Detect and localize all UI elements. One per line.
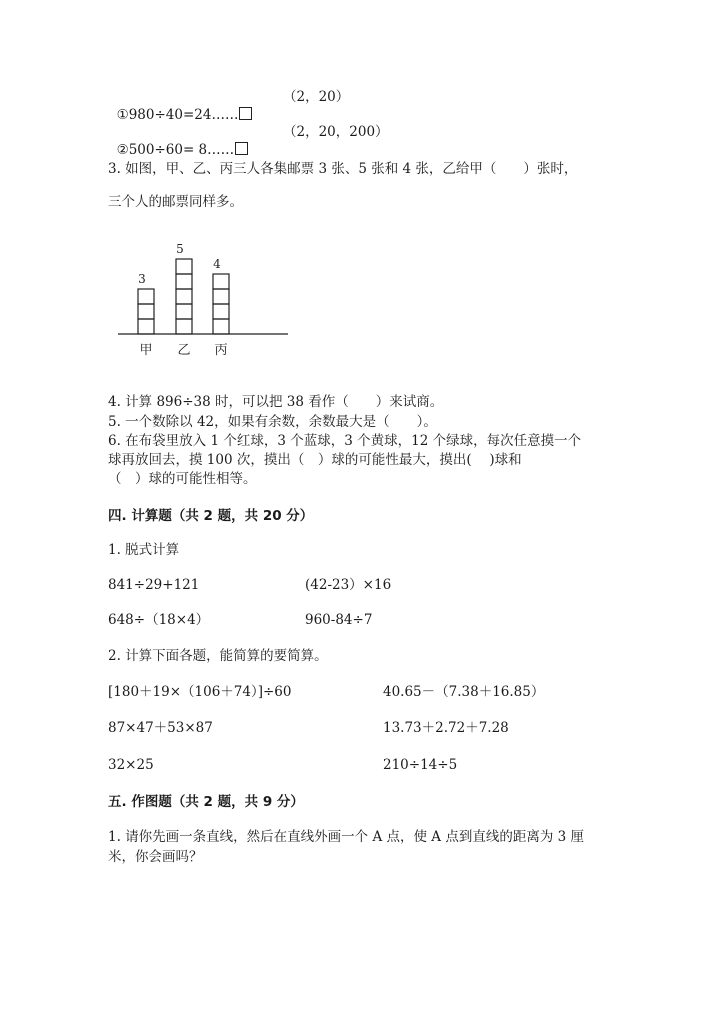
simplify-expr-6: 210÷14÷5 [383, 757, 458, 773]
simplify-expr-1: [180＋19×（106＋74）]÷60 [108, 684, 292, 700]
bar-value-label: 3 [138, 272, 146, 286]
calc-expr-3: 648÷（18×4） [108, 612, 210, 628]
stamp-cell [176, 259, 192, 274]
remainder-options-1: （2，20） [283, 89, 350, 105]
remainder-options-2: （2，20，200） [283, 124, 389, 140]
remainder-expr-1: ①980÷40=24…… [116, 107, 239, 123]
simplify-expr-2: 40.65－（7.38＋16.85） [383, 684, 545, 700]
category-label: 乙 [177, 343, 191, 358]
calc-expr-1: 841÷29+121 [108, 577, 200, 593]
stamp-cell [176, 274, 192, 289]
simplify-expr-3: 87×47＋53×87 [108, 720, 213, 736]
calc-expr-4: 960-84÷7 [305, 612, 373, 628]
section5-q1-line1: 1. 请你先画一条直线，然后在直线外画一个 A 点，使 A 点到直线的距离为 3 厘 [108, 829, 585, 845]
remainder-item-2 [108, 123, 248, 159]
section4-title: 四. 计算题（共 2 题，共 20 分） [108, 508, 314, 524]
simplify-expr-4: 13.73＋2.72＋7.28 [383, 720, 509, 736]
stamp-cell [213, 289, 229, 304]
remainder-expr-2: ②500÷60= 8…… [116, 142, 235, 158]
q3-line1: 3. 如图，甲、乙、丙三人各集邮票 3 张、5 张和 4 张，乙给甲（ ）张时， [108, 161, 578, 177]
stamp-cell [213, 319, 229, 334]
q5: 5. 一个数除以 42，如果有余数，余数最大是（ ）。 [108, 414, 437, 430]
stamp-cell [138, 304, 154, 319]
section5-title: 五. 作图题（共 2 题，共 9 分） [108, 794, 304, 810]
q3-line2: 三个人的邮票同样多。 [108, 194, 243, 210]
stamp-cell [138, 289, 154, 304]
remainder-item-1 [108, 88, 252, 124]
simplify-expr-5: 32×25 [108, 757, 154, 773]
calc-expr-2: (42-23）×16 [305, 577, 392, 593]
answer-box[interactable] [239, 107, 252, 120]
q4: 4. 计算 896÷38 时，可以把 38 看作（ ）来试商。 [108, 394, 444, 410]
bar-value-label: 5 [176, 242, 184, 256]
stamp-cell [213, 274, 229, 289]
section4-sub1: 1. 脱式计算 [108, 542, 180, 558]
q6-line3: （ ）球的可能性相等。 [108, 471, 257, 487]
section4-sub2: 2. 计算下面各题，能简算的要简算。 [108, 648, 328, 664]
stamp-cell [138, 319, 154, 334]
stamp-cell [176, 289, 192, 304]
q6-line1: 6. 在布袋里放入 1 个红球，3 个蓝球，3 个黄球，12 个绿球，每次任意摸一个 [108, 433, 582, 449]
category-label: 丙 [214, 343, 228, 358]
stamp-bar-chart [110, 238, 300, 363]
stamp-cell [213, 304, 229, 319]
stamp-cell [176, 304, 192, 319]
answer-box[interactable] [235, 142, 248, 155]
q6-line2: 球再放回去，摸 100 次，摸出（ ）球的可能性最大，摸出( )球和 [108, 452, 522, 468]
bar-value-label: 4 [213, 257, 221, 271]
stamp-cell [176, 319, 192, 334]
category-label: 甲 [139, 343, 153, 358]
section5-q1-line2: 米，你会画吗？ [108, 849, 203, 865]
